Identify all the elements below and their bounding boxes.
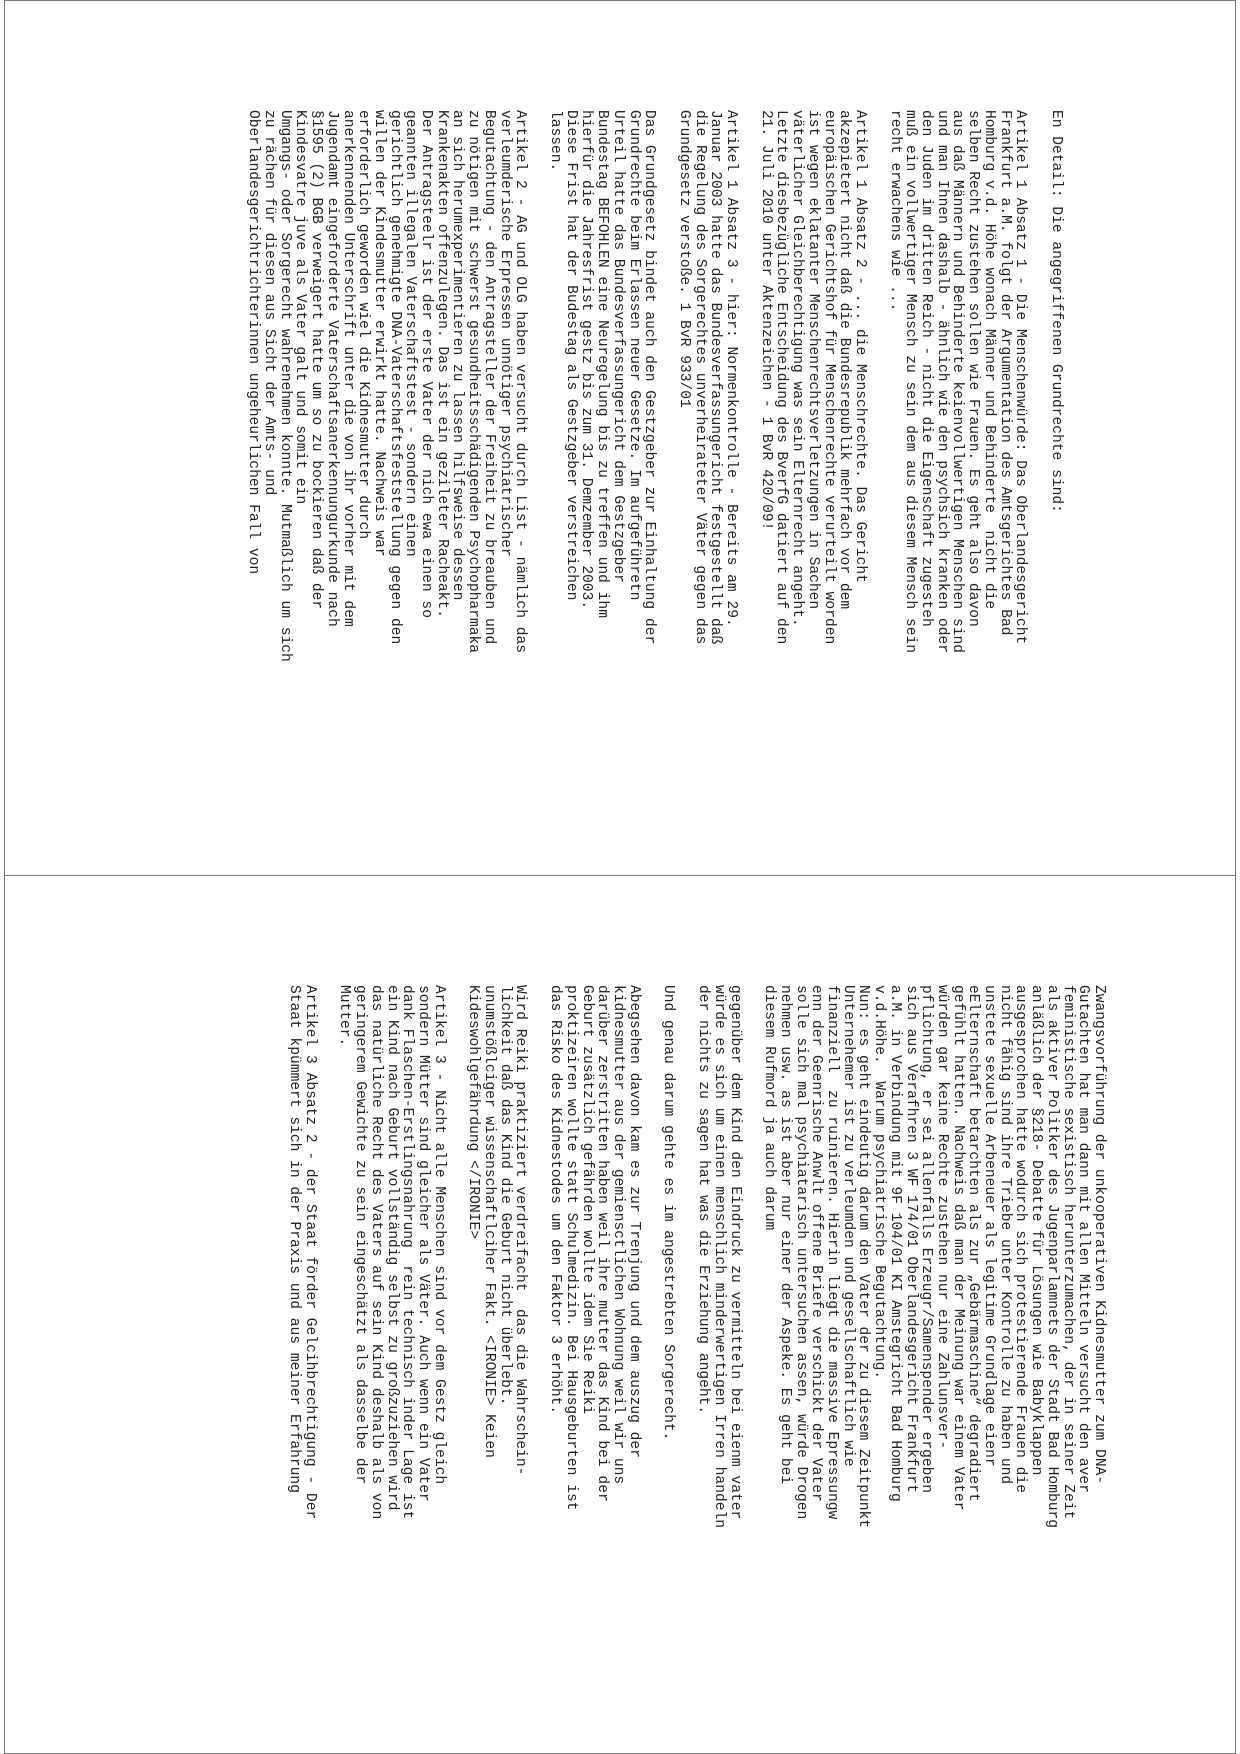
paragraph-trennung: Abegsehen davon kam es zur Trenjung und dem auszug der kidnesmutter aus der gemiensctlichen Wohnung weil wir uns darüber zerstritten haben weil ihre mutter das Kind bei der Geburt zusätzlich gefährden wollte idem Sie Reiki proktizeiren wollte statt Schulmedizin. Bei Hausgeburten ist das Risko des Kidnestodes um den Faktor 3 erhöht. <box>547 985 642 1511</box>
paragraph-artikel-1-absatz-3: Artikel 1 Absatz 3 - hier: Normenkontrolle - Bereits am 29. Januar 2003 hatte das Bundesverfassungericht festgestellt daß die Regelung des Sorgerechtes unverheirateter Väter gegen das Grundgesetz verstoße. 1 BvR 933/01 <box>675 110 740 645</box>
paragraph-artikel-1-absatz-2: Artikel 1 Absatz 2 - ... die Menschrechte. Das Gericht akzepietert nicht daß die Bundesrepublik mehrfach vor dem europäischen Gerichtshof für Menschenrechte verurteilt worden ist wegen eklatanter Menschenrechtsverletzungen in Sachen väterlicher Gleichberechtigung was sein Elternrecht angeht. Letzte diesbezügliche Entscheidung des BverfG datiert auf den 21. Juli 2010 unter Aktenzeichen - 1 BvR 420/09! <box>757 110 868 645</box>
paragraph-artikel-3: Artikel 3 - Nicht alle Menschen sind vor dem Gestz gleich sondern Mütter sind gleicher als Väter. Auch wenn ein Vater dank Flaschen-Erstlingsnahrung rein technisch inder Lage ist ein Kind nach Geburt vollständig selbst zu großzuziehen wird das natürliche Recht des Vaters auf sein Kind deshalb als von geringerem Gewichte zu sein eingeschätzt als dasselbe der Mutter. <box>336 985 447 1520</box>
paragraph-artikel-3-absatz-2: Artikel 3 Absatz 2 - der Staat förder Gelcihbrechtigung - Der Staat kpümmert sich in der Praxis und aus meiner Erfahrung <box>286 985 318 1520</box>
paragraph-sorgerecht: Und genau darum gehte es im angestrebten Sorgerecht. <box>660 985 677 1441</box>
page-top-text <box>226 110 1063 770</box>
paragraph-artikel-2: Artikel 2 - AG und OLG haben versucht durch List - nämlich das verleumderische Erpressen unnötiger psychiatrischer Begutachtung - den Antragsteller der Freiheit zu breauben und zu nötigen mit schwerst gesundheitsschädigenden Psychopharmaka an sich herumexperimentieren zu lassen hilfsweise dessen Krankenakten offenzulegen. Das ist ein gezileter Racheakt. Der Antragsteelr ist der erste Vater der nich ewa einen so geannten illegalen Vaterschaftstest - sondern einen gerichtlich genehmigte DNA-Vaterschaftsfeststellung gegen den willen der Kindesmutter erwirkt hatte. Nachweis war erforderlich geworden wiel die Kidnesmutter durch anerkennenden Unterschrift unter die von ihr vorher mit dem Jugendamt eingeforderte Vaterschaftsanerkennungurkunde nach §1595 (2) BGB verweigert hatte um so zu bockieren daß der Kindesvatre juve als Vater galt und somit ein Umgangs- oder Sorgerecht wahrenehmen konnte. Mutmaßlich um sich zu rächen für diesen aus Sicht der Amts- und Oberlandesgerichtrichterinnen ungeheurlichen Fall von <box>245 110 529 662</box>
paragraph-zwangsvorfuehrung: Zwangsvorführung der unkooperativen Kidnesmutter zum DNA- Gutachten hat man dann mit allen Mitteln versucht den aver feministische sexistisch herunterzumachen, der in seiner Zeit als aktiver Politker des Jugenparlamnets der Stadt Bad Homburg anläßlich der §218- Debatte für Lösungen wie Babyklappen ausgesprochen hatte wodurch sich protestierende Frauen die nicht fähig sind ihre Triebe unter Kontrolle zu haben und unstete sexuelle Arbeneuer als legitime Grundlage eienr eElternschaft betarchten als zur „Gebärmaschine“ degradiert gefühlt hatten. Nachweis daß man der Meinung war einem Vater würden gar keine Rechte zustehen nur eine Zahlunsver- pflichtung, er sei allenfalls Erzeugr/Samenspender ergeben sich aus Verafhren 3 WF 174/01 Oberlandesgericht Frankfurt a.M. in Verbindung mit 9F 104/01 KI Amstegricht Bad Homburg v.d.Höhe. Warum psychiatrische Begutachtung. Nun: es geht eindeutig darum den Vater der zu diesem Zeitpunkt Unternehemer ist zu verleumden und gesellschaftlich wie finanziell zu ruinieren. Hierin liegt die massive Epressungw enn der Geenrische Anwlt offene Briefe verschickt der Vater solle sich mal psychiatarisch untersuchen assen, würde Drogen nehmen usw. as ist aber nur einer der Aspeke. Es geht bei diesem Rufmord ja auch darum <box>761 985 1107 1528</box>
paragraph-grundgesetz: Das Grundgesetz bindet auch den Gestzgeber zur Einhaltung der Grundrechte beim Erlassen neuer Gesetze. Im aufgeführetn Urteil hatte das Bundesverfassungericht dem Gestzgeber Bundestag BEFOHLEN eine Neuregelung bis zu treffen und ihm hierfür die Jahresfrist gestz bis zum 31. Demzember 2003. Diese Frist hat der Budestag als Gestzgeber verstreichen lassen. <box>547 110 658 645</box>
paragraph-artikel-1-absatz-1: Artikel 1 Absatz 1 - Die Menschenwürde: Das Oberlandesgericht Frankfurt a.M. folgt der Argumentation des Amtsgerichtes Bad Homburg v.d. Höhe wonach Männer und Behinderte nicht die selben Recht zustehen sollen wie Frauen. Es geht also davon aus daß Männern und Behinderte keienvollwertigen Menschen sind und man Ihnen dashalb - ähnlich wie den psychsich kranken oder den Juden im dritten Reich - nicht die Eigenschaft zugesteh muß ein vollwertiger Mensch zu sein dem aus diesem Mensch sein recht erwachens wie ... <box>886 110 1029 653</box>
page-bottom-text <box>266 985 1106 1715</box>
paragraph-reiki: Wird Reiki praktiziert verdreifacht das die Wahrschein- lichkeit daß das Kind die Geburt nicht überlebt. unumstößlciger wissenschaftlciher Fakt. <IRONIE> Keien Kideswohlgefährdung </IRONIE> <box>465 985 529 1476</box>
paragraph-eindruck: gegenüber dem Kind den Eindruck zu vermitteln bei eienm vater würde es sich um einen menschlich minderwertigen Irren handeln der nichts zu sagen hat was die Erziehung angeht. <box>695 985 743 1528</box>
section-heading: En Detail: Die angegriffenen Grundrechte sind: <box>1048 110 1064 513</box>
